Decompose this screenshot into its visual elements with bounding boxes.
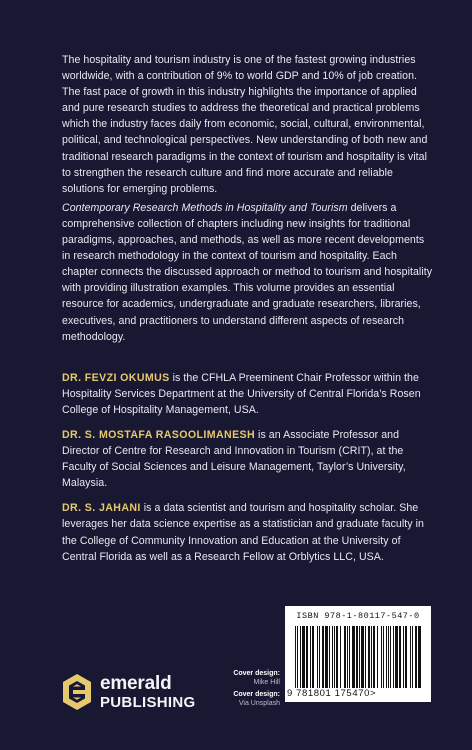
barcode-bar [300,626,301,688]
barcode-bar [322,626,324,688]
barcode-bar [388,626,389,688]
barcode-bar [361,626,364,688]
barcode-bar [349,626,350,688]
cover-credits [222,669,280,708]
barcode-bar [383,626,384,688]
barcode-bar [310,626,311,688]
author-bio-okumus [62,370,434,418]
barcode-bar [297,626,298,688]
description-paragraph-2 [62,200,434,345]
description-paragraph-2-text: delivers a comprehensive collection of chapters including new insights for traditional paradigms, approaches, and methods, as well as more recent developments in research methodology in the context of tourism and hospitality. Each chapter connects the discussed approach or method to tourism and hospitality with providing illustration examples. This volume provides an essential resource for academics, undergraduate and graduate researchers, libraries, executives, and practitioners to understand different aspects of research methodology. [62,201,433,343]
author-bio-text: is the CFHLA Preeminent Chair Professor within the Hospitality Services Department at the University of Central Florida’s Rosen College of Hospitality Management, USA. [62,371,421,416]
barcode-bar [377,626,378,688]
barcode-bar [403,626,404,688]
publisher-name-line1: emerald [100,673,172,694]
barcode-number: 9 781801 175470 [287,688,370,699]
barcode-bar [395,626,398,688]
barcode-bar [381,626,382,688]
author-name: DR. S. MOSTAFA RASOOLIMANESH [62,428,256,441]
barcode-bar [317,626,318,688]
barcode-bar [390,626,391,688]
back-cover-text [62,52,434,574]
author-bio-text: is an Associate Professor and Director of Centre for Research and Innovation in Tourism (CRIT), at the Faculty of Social Sciences and Leisure Management, Taylor’s University, Malaysia. [62,428,406,490]
barcode-bar [347,626,348,688]
barcode-bar [334,626,335,688]
barcode-bar [319,626,320,688]
barcode-bar [325,626,328,688]
author-bio-text: is a data scientist and tourism and hospitality scholar. She leverages her data science expertise as a statistician and graduate faculty in the College of Community Innovation and Education at the University of Central Florida as well as a Research Fellow at Orblytics LLC, USA. [62,502,424,563]
cover-image-value: Via Unsplash [238,700,280,707]
barcode-bar [340,626,341,688]
barcode-bar [356,626,358,688]
barcode-bar [332,626,333,688]
barcode-bar [405,626,407,688]
book-title-italic: Contemporary Research Methods in Hospitality and Tourism [62,201,348,214]
barcode-bar [386,626,387,688]
barcode-addon-mark: > [369,688,377,699]
barcode-bar [368,626,370,688]
cover-image-label: Cover design: [233,691,280,698]
barcode-bar [312,626,314,688]
author-bios [62,370,434,565]
barcode-bar [415,626,417,688]
barcode-bar [393,626,394,688]
emerald-e-logo-icon [62,673,92,711]
barcode-bar [295,626,296,688]
author-bio-rasoolimanesh [62,427,434,491]
barcode-bar [306,626,308,688]
author-name: DR. FEVZI OKUMUS [62,371,170,384]
cover-design-label: Cover design: [233,670,280,677]
barcode-bar [412,626,413,688]
barcode-bar [399,626,401,688]
barcode-bar [365,626,366,688]
barcode-bar [418,626,421,688]
barcode-bar [352,626,355,688]
author-bio-jahani [62,500,434,564]
barcode-bar [302,626,305,688]
isbn-text: ISBN 978-1-80117-547-0 [296,611,420,621]
isbn-barcode [285,606,431,702]
description-paragraph-1: The hospitality and tourism industry is one of the fastest growing industries worldwide, with a contribution of 9% to world GDP and 10% of job creation. The fast pace of growth in this industry highlights the importance of applied and pure research studies to address the theoretical and practical problems which the industry faces daily from economic, social, cultural, environmental, political, and technological perspectives. New understanding of both new and traditional research paradigms in the context of tourism and hospitality is vital to strengthen the research culture and find more accurate and reliable solutions for emerging problems. [62,54,428,195]
barcode-bar [371,626,372,688]
barcode-bar [410,626,411,688]
cover-design-value: Mike Hill [253,679,280,686]
barcode-bar [329,626,330,688]
barcode-bar [373,626,375,688]
barcode-bar [336,626,338,688]
barcode-bars [295,626,421,688]
barcode-bar [359,626,360,688]
barcode-digits [287,688,429,699]
author-name: DR. S. JAHANI [62,502,141,515]
publisher-name-line2: PUBLISHING [100,694,196,711]
barcode-bar [344,626,346,688]
